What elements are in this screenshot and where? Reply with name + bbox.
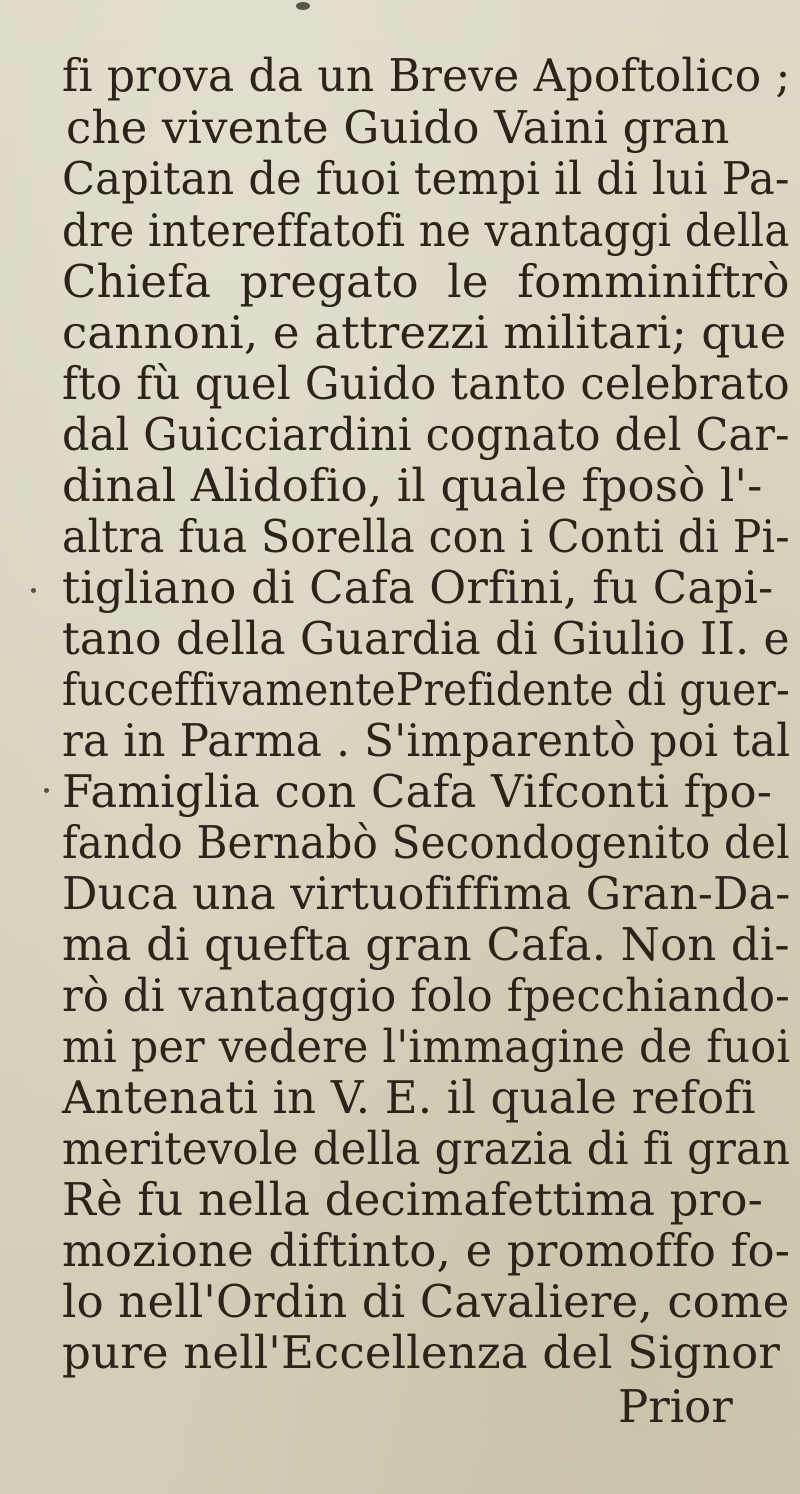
text-line-3: Capitan de fuoi tempi il di lui Pa- (62, 152, 790, 205)
text-line-6: cannoni, e attrezzi militari; que (62, 306, 787, 359)
text-line-26: pure nell'Eccellenza del Signor (62, 1326, 781, 1379)
text-line-2: che vivente Guido Vaini gran (66, 101, 730, 154)
text-line-17: Duca una virtuofiffima Gran-Da- (62, 867, 791, 920)
text-line-12: tano della Guardia di Giulio II. e (62, 612, 790, 665)
text-line-22: meritevole della grazia di fi gran (62, 1122, 791, 1175)
text-line-23: Rè fu nella decimafettima pro- (62, 1173, 764, 1226)
text-line-24: mozione diftinto, e promoffo fo- (62, 1224, 791, 1277)
text-line-10: altra fua Sorella con i Conti di Pi- (62, 510, 790, 563)
text-line-15: Famiglia con Cafa Vifconti fpo- (62, 765, 773, 818)
text-line-21: Antenati in V. E. il quale refofi (62, 1071, 756, 1124)
text-line-13: fucceffivamentePrefidente di guer- (62, 663, 790, 716)
text-line-16: fando Bernabò Secondogenito del (62, 816, 790, 869)
text-line-11: tigliano di Cafa Orfini, fu Capi- (62, 561, 774, 614)
text-line-1: fi prova da un Breve Apoftolico ; (62, 49, 791, 102)
text-line-7: fto fù quel Guido tanto celebrato (62, 357, 790, 410)
text-line-4: dre intereffatofi ne vantaggi della (62, 204, 790, 257)
text-line-5: Chiefa pregato le fomminiftrò (62, 255, 790, 308)
text-line-8: dal Guicciardini cognato del Car- (62, 408, 790, 461)
text-line-14: ra in Parma . S'imparentò poi tal (62, 714, 791, 767)
text-line-19: rò di vantaggio folo fpecchiando- (62, 969, 790, 1022)
text-line-20: mi per vedere l'immagine de fuoi (62, 1020, 791, 1073)
text-line-25: lo nell'Ordin di Cavaliere, come (62, 1275, 790, 1328)
catchword: Prior (618, 1380, 733, 1433)
text-line-9: dinal Alidofio, il quale fposò l'- (62, 459, 763, 512)
text-line-18: ma di quefta gran Cafa. Non di- (62, 918, 790, 971)
